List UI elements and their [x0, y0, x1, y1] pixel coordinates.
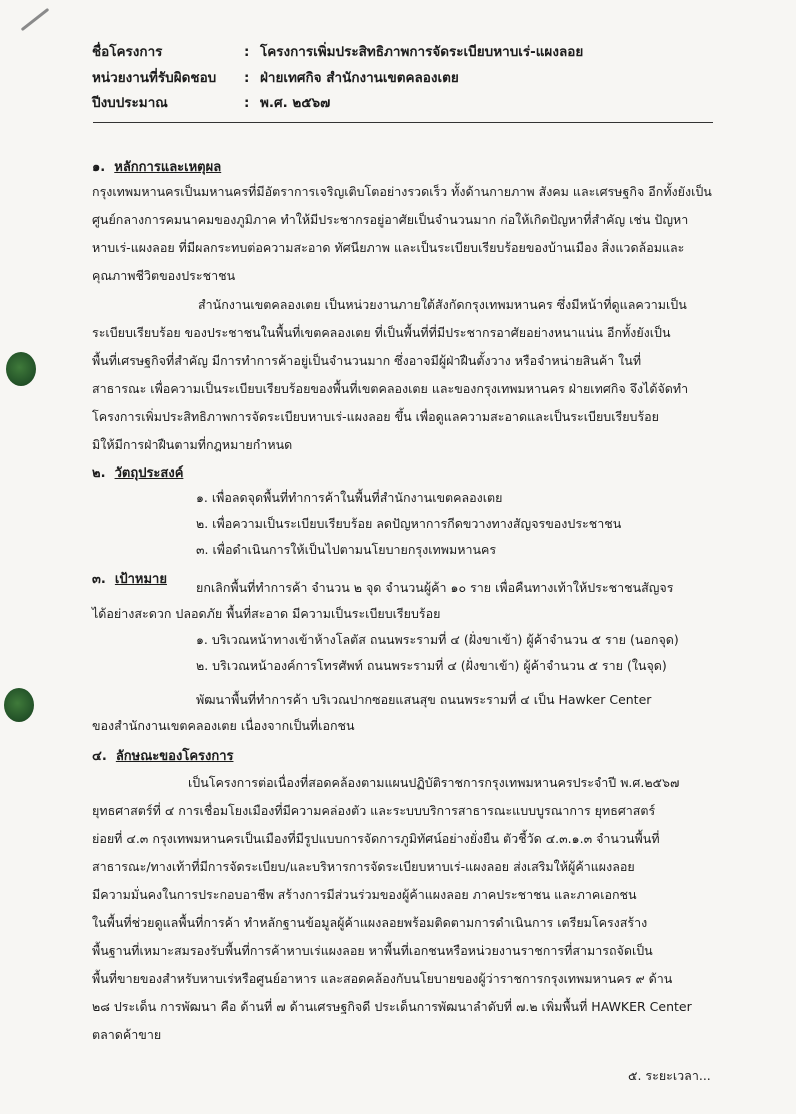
objective-item: ๒. เพื่อความเป็นระเบียบเรียบร้อย ลดปัญหาการกีดขวางทางสัญจรของประชาชน [196, 516, 622, 531]
section-3-title: เป้าหมาย [114, 572, 167, 587]
paragraph-line: ระเบียบเรียบร้อย ของประชาชนในพื้นที่เขตคลองเตย ที่เป็นพื้นที่ที่มีประชากรอาศัยอย่างหนาแน่น อีกทั้งยังเป็น [92, 325, 671, 340]
objective-item: ๓. เพื่อดำเนินการให้เป็นไปตามนโยบายกรุงเทพมหานคร [196, 542, 497, 557]
paragraph-line: พื้นที่ขายของสำหรับหาบเร่หรือศูนย์อาหาร และสอดคล้องกับนโยบายของผู้ว่าราชการกรุงเทพมหานคร ๙ ด้าน [92, 971, 673, 986]
unit-label: หน่วยงานที่รับผิดชอบ [92, 70, 217, 86]
header-year-row [92, 91, 330, 113]
punch-hole-lower [4, 688, 34, 722]
paragraph-line: ศูนย์กลางการคมนาคมของภูมิภาค ทำให้มีประชากรอยู่อาศัยเป็นจำนวนมาก ก่อให้เกิดปัญหาที่สำคัญ เช่น ปัญหา [92, 212, 689, 227]
colon: : [244, 70, 250, 86]
year-label: ปีงบประมาณ [92, 95, 168, 111]
section-1-title: หลักการและเหตุผล [114, 160, 222, 175]
paragraph-line: มีความมั่นคงในการประกอบอาชีพ สร้างการมีส่วนร่วมของผู้ค้าแผงลอย ภาคประชาชน และภาคเอกชน [92, 887, 637, 902]
section-2-title: วัตถุประสงค์ [114, 466, 184, 481]
paragraph-line: สาธารณะ เพื่อความเป็นระเบียบเรียบร้อยของพื้นที่เขตคลองเตย และของกรุงเทพมหานคร ฝ่ายเทศกิจ จึงได้จัดทำ [92, 381, 689, 396]
paragraph-line: หาบเร่-แผงลอย ที่มีผลกระทบต่อความสะอาด ทัศนียภาพ และเป็นระเบียบเรียบร้อยของบ้านเมือง สิ่งแวดล้อมและ [92, 240, 685, 255]
unit-value: ฝ่ายเทศกิจ สำนักงานเขตคลองเตย [260, 70, 459, 86]
section-4-title: ลักษณะของโครงการ [115, 749, 234, 764]
project-label: ชื่อโครงการ [92, 44, 163, 60]
section-3-number: ๓. [92, 572, 106, 587]
punch-hole-upper [6, 352, 36, 386]
target-item: ๑. บริเวณหน้าทางเข้าห้างโลตัส ถนนพระรามที่ ๔ (ฝั่งขาเข้า) ผู้ค้าจำนวน ๕ ราย (นอกจุด) [196, 632, 679, 647]
paragraph-line: ตลาดค้าขาย [92, 1027, 162, 1042]
paragraph-line: ย่อยที่ ๔.๓ กรุงเทพมหานครเป็นเมืองที่มีรูปแบบการจัดการภูมิทัศน์อย่างยั่งยืน ตัวชี้วัด ๔.๓.๑.๓ จำนวนพื้นที่ [92, 831, 660, 846]
paragraph-line: ของสำนักงานเขตคลองเตย เนื่องจากเป็นที่เอกชน [92, 718, 355, 733]
header-divider [93, 122, 713, 123]
section-2-heading [92, 462, 183, 483]
paragraph-line: สาธารณะ/ทางเท้าที่มีการจัดระเบียบ/และบริหารการจัดระเบียบหาบเร่-แผงลอย ส่งเสริมให้ผู้ค้าแผงลอย [92, 859, 635, 874]
continuation-note: ๕. ระยะเวลา... [628, 1068, 711, 1083]
paragraph-line: พื้นที่เศรษฐกิจที่สำคัญ มีการทำการค้าอยู่เป็นจำนวนมาก ซึ่งอาจมีผู้ฝ่าฝืนตั้งวาง หรือจำหน่ายสินค้า ในที่ [92, 353, 642, 368]
header-project-row [92, 40, 583, 62]
paragraph-line: โครงการเพิ่มประสิทธิภาพการจัดระเบียบหาบเร่-แผงลอย ขึ้น เพื่อดูแลความสะอาดและเป็นระเบียบเรียบร้อย [92, 409, 659, 424]
section-1-heading [92, 156, 221, 177]
paragraph-line: พื้นฐานที่เหมาะสมรองรับพื้นที่การค้าหาบเร่แผงลอย หาพื้นที่เอกชนหรือหน่วยงานราชการที่สามารถจัดเป็น [92, 943, 653, 958]
colon: : [244, 44, 250, 60]
project-value: โครงการเพิ่มประสิทธิภาพการจัดระเบียบหาบเร่-แผงลอย [260, 44, 584, 60]
section-4-number: ๔. [92, 749, 107, 764]
section-1-number: ๑. [92, 160, 106, 175]
paragraph-line: ๒๘ ประเด็น การพัฒนา คือ ด้านที่ ๗ ด้านเศรษฐกิจดี ประเด็นการพัฒนาลำดับที่ ๗.๒ เพิ่มพื้นที่ HAWKER Center [92, 999, 692, 1014]
section-2-number: ๒. [92, 466, 106, 481]
paragraph-line: ได้อย่างสะดวก ปลอดภัย พื้นที่สะอาด มีความเป็นระเบียบเรียบร้อย [92, 606, 441, 621]
year-value: พ.ศ. ๒๕๖๗ [260, 95, 331, 111]
paragraph-line: สำนักงานเขตคลองเตย เป็นหน่วยงานภายใต้สังกัดกรุงเทพมหานคร ซึ่งมีหน้าที่ดูแลความเป็น [198, 297, 687, 312]
section-3-heading [92, 568, 167, 589]
paragraph-line: ในพื้นที่ช่วยดูแลพื้นที่การค้า ทำหลักฐานข้อมูลผู้ค้าแผงลอยพร้อมติดตามการดำเนินการ เตรียมโครงสร้าง [92, 915, 648, 930]
paragraph-line: กรุงเทพมหานครเป็นมหานครที่มีอัตราการเจริญเติบโตอย่างรวดเร็ว ทั้งด้านกายภาพ สังคม และเศรษฐกิจ อีกทั้งยังเป็น [92, 184, 712, 199]
colon: : [244, 95, 250, 111]
paragraph-line: คุณภาพชีวิตของประชาชน [92, 268, 236, 283]
section-4-heading [92, 745, 234, 766]
paragraph-line: เป็นโครงการต่อเนื่องที่สอดคล้องตามแผนปฏิบัติราชการกรุงเทพมหานครประจำปี พ.ศ.๒๕๖๗ [188, 775, 680, 790]
paragraph-line: มิให้มีการฝ่าฝืนตามที่กฎหมายกำหนด [92, 437, 293, 452]
target-item: ๒. บริเวณหน้าองค์การโทรศัพท์ ถนนพระรามที่ ๔ (ฝั่งขาเข้า) ผู้ค้าจำนวน ๕ ราย (ในจุด) [196, 658, 667, 673]
paragraph-line: พัฒนาพื้นที่ทำการค้า บริเวณปากซอยแสนสุข ถนนพระรามที่ ๔ เป็น Hawker Center [196, 692, 652, 707]
paragraph-line: ยกเลิกพื้นที่ทำการค้า จำนวน ๒ จุด จำนวนผู้ค้า ๑๐ ราย เพื่อคืนทางเท้าให้ประชาชนสัญจร [196, 580, 674, 595]
objective-item: ๑. เพื่อลดจุดพื้นที่ทำการค้าในพื้นที่สำนักงานเขตคลองเตย [196, 490, 503, 505]
header-unit-row [92, 66, 459, 88]
paragraph-line: ยุทธศาสตร์ที่ ๔ การเชื่อมโยงเมืองที่มีความคล่องตัว และระบบบริการสาธารณะแบบบูรณาการ ยุทธศาสตร์ [92, 803, 656, 818]
staple-mark [21, 8, 50, 31]
